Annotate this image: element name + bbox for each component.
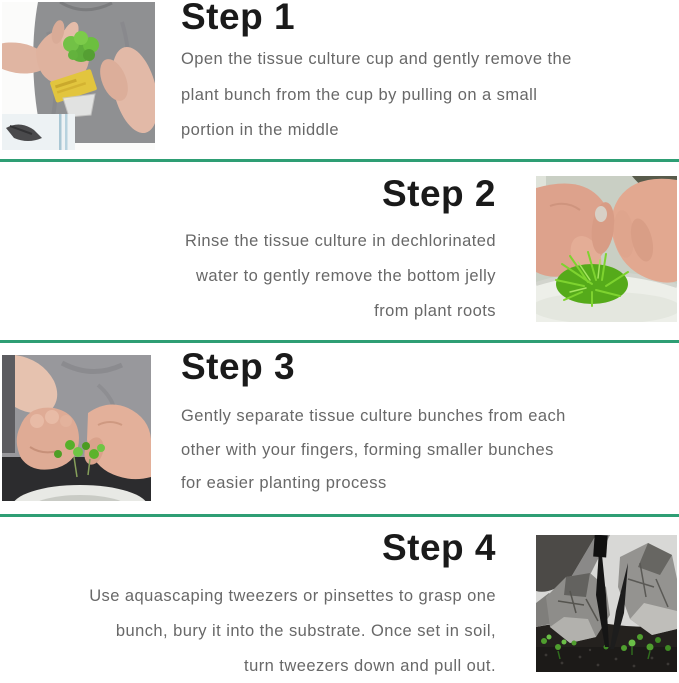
step-4-text (26, 517, 496, 683)
step-2-line: water to gently remove the bottom jelly (195, 267, 496, 285)
step-4-line: bunch, bury it into the substrate. Once set in soil, (115, 622, 496, 640)
step-4-title: Step 4 (381, 527, 496, 568)
step-3-line: Gently separate tissue culture bunches from each (181, 407, 566, 425)
step-4-line: Use aquascaping tweezers or pinsettes to grasp one (89, 587, 496, 605)
step-4-description (26, 579, 496, 683)
step-1-line: Open the tissue culture cup and gently remove the (181, 50, 572, 68)
step-3-description (181, 400, 615, 501)
step-3-line: for easier planting process (181, 474, 387, 492)
step-2-description (26, 224, 496, 329)
step-2-photo (536, 176, 677, 322)
step-1-line: portion in the middle (181, 121, 340, 139)
step-1-section (0, 0, 679, 159)
step-1-photo (2, 2, 155, 150)
step-3-section (0, 343, 679, 514)
step-3-line: other with your fingers, forming smaller bunches (181, 440, 554, 459)
step-2-title: Step 2 (381, 173, 496, 214)
step-3-text (181, 343, 615, 514)
step-4-section (0, 517, 679, 683)
step-1-line: plant bunch from the cup by pulling on a small (181, 85, 538, 104)
step-1-text (181, 0, 615, 159)
step-2-line: Rinse the tissue culture in dechlorinated (184, 232, 496, 250)
step-2-line: from plant roots (374, 302, 496, 320)
step-2-text (26, 162, 496, 340)
step-4-line: turn tweezers down and pull out. (244, 657, 496, 675)
step-3-title: Step 3 (181, 346, 296, 387)
step-2-section (0, 162, 679, 340)
step-1-title: Step 1 (181, 0, 296, 37)
step-1-description (181, 42, 615, 149)
step-4-photo (536, 535, 677, 672)
step-3-photo (2, 355, 151, 501)
